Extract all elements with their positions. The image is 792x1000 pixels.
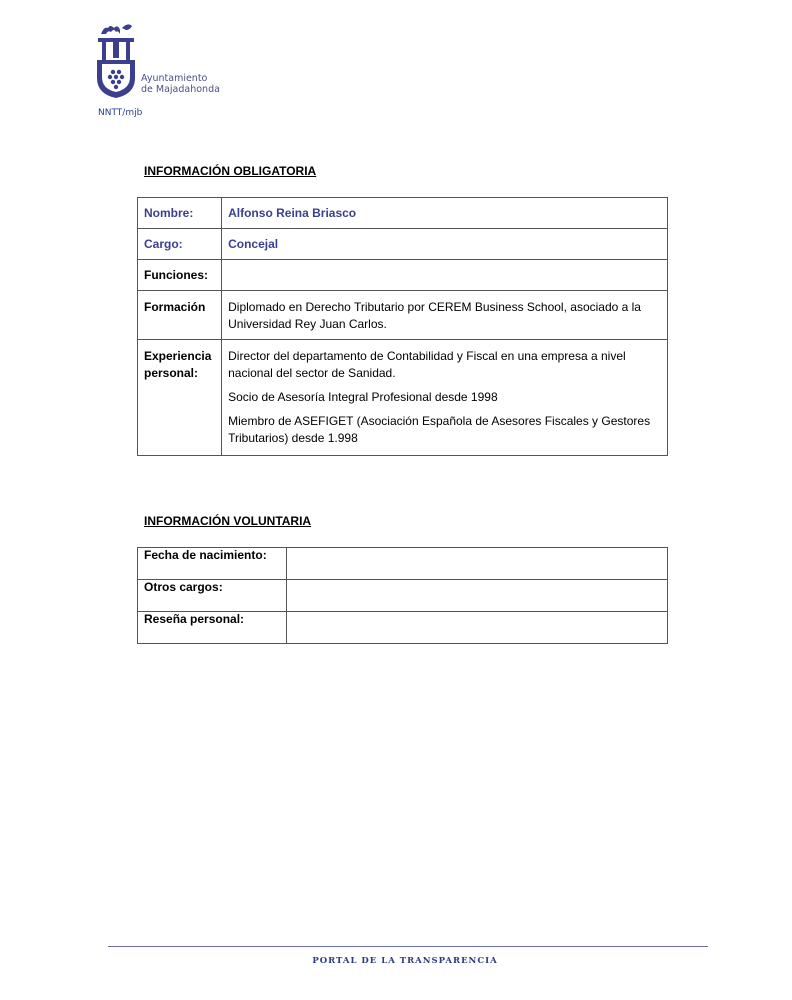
personal-summary-value: [287, 612, 668, 644]
mandatory-info-table: [137, 197, 668, 456]
functions-label: Funciones:: [138, 260, 222, 291]
table-row-birthdate: [138, 548, 668, 580]
other-positions-value: [287, 580, 668, 612]
experience-paragraph: Miembro de ASEFIGET (Asociación Española de Asesores Fiscales y Gestores Tributarios) desde 1.998: [228, 414, 651, 445]
voluntary-section-title: INFORMACIÓN VOLUNTARIA: [144, 514, 312, 528]
table-row-personal-summary: [138, 612, 668, 644]
personal-summary-label: Reseña personal:: [138, 612, 287, 644]
birthdate-value: [287, 548, 668, 580]
mandatory-section-title: INFORMACIÓN OBLIGATORIA: [144, 164, 317, 178]
table-row-position: [138, 229, 668, 260]
table-row-other-positions: [138, 580, 668, 612]
functions-value: [222, 260, 668, 291]
other-positions-label: Otros cargos:: [138, 580, 287, 612]
table-row-experience: [138, 340, 668, 456]
majadahonda-crest-logo: [96, 22, 136, 98]
footer-divider: [108, 946, 708, 947]
education-value: Diplomado en Derecho Tributario por CEREM Business School, asociado a la Universidad Rey Juan Carlos.: [222, 291, 668, 340]
experience-paragraph: Director del departamento de Contabilidad y Fiscal en una empresa a nivel nacional del sector de Sanidad.: [228, 349, 626, 380]
birthdate-label: Fecha de nacimiento:: [138, 548, 287, 580]
table-row-functions: [138, 260, 668, 291]
position-value: Concejal: [222, 229, 668, 260]
table-row-education: [138, 291, 668, 340]
experience-paragraph: Socio de Asesoría Integral Profesional desde 1998: [228, 390, 498, 404]
name-value: Alfonso Reina Briasco: [222, 198, 668, 229]
education-label: Formación: [138, 291, 222, 340]
position-label: Cargo:: [138, 229, 222, 260]
table-row-name: [138, 198, 668, 229]
logo-line-1: Ayuntamiento: [141, 73, 208, 84]
document-reference: NNTT/mjb: [98, 108, 143, 118]
experience-value: [222, 340, 668, 456]
logo-line-2: de Majadahonda: [141, 84, 220, 95]
name-label: Nombre:: [138, 198, 222, 229]
footer-portal-title: PORTAL DE LA TRANSPARENCIA: [312, 956, 498, 966]
voluntary-info-table: [137, 547, 668, 644]
logo-wordmark: [141, 73, 220, 95]
experience-label: Experiencia personal:: [138, 340, 222, 456]
